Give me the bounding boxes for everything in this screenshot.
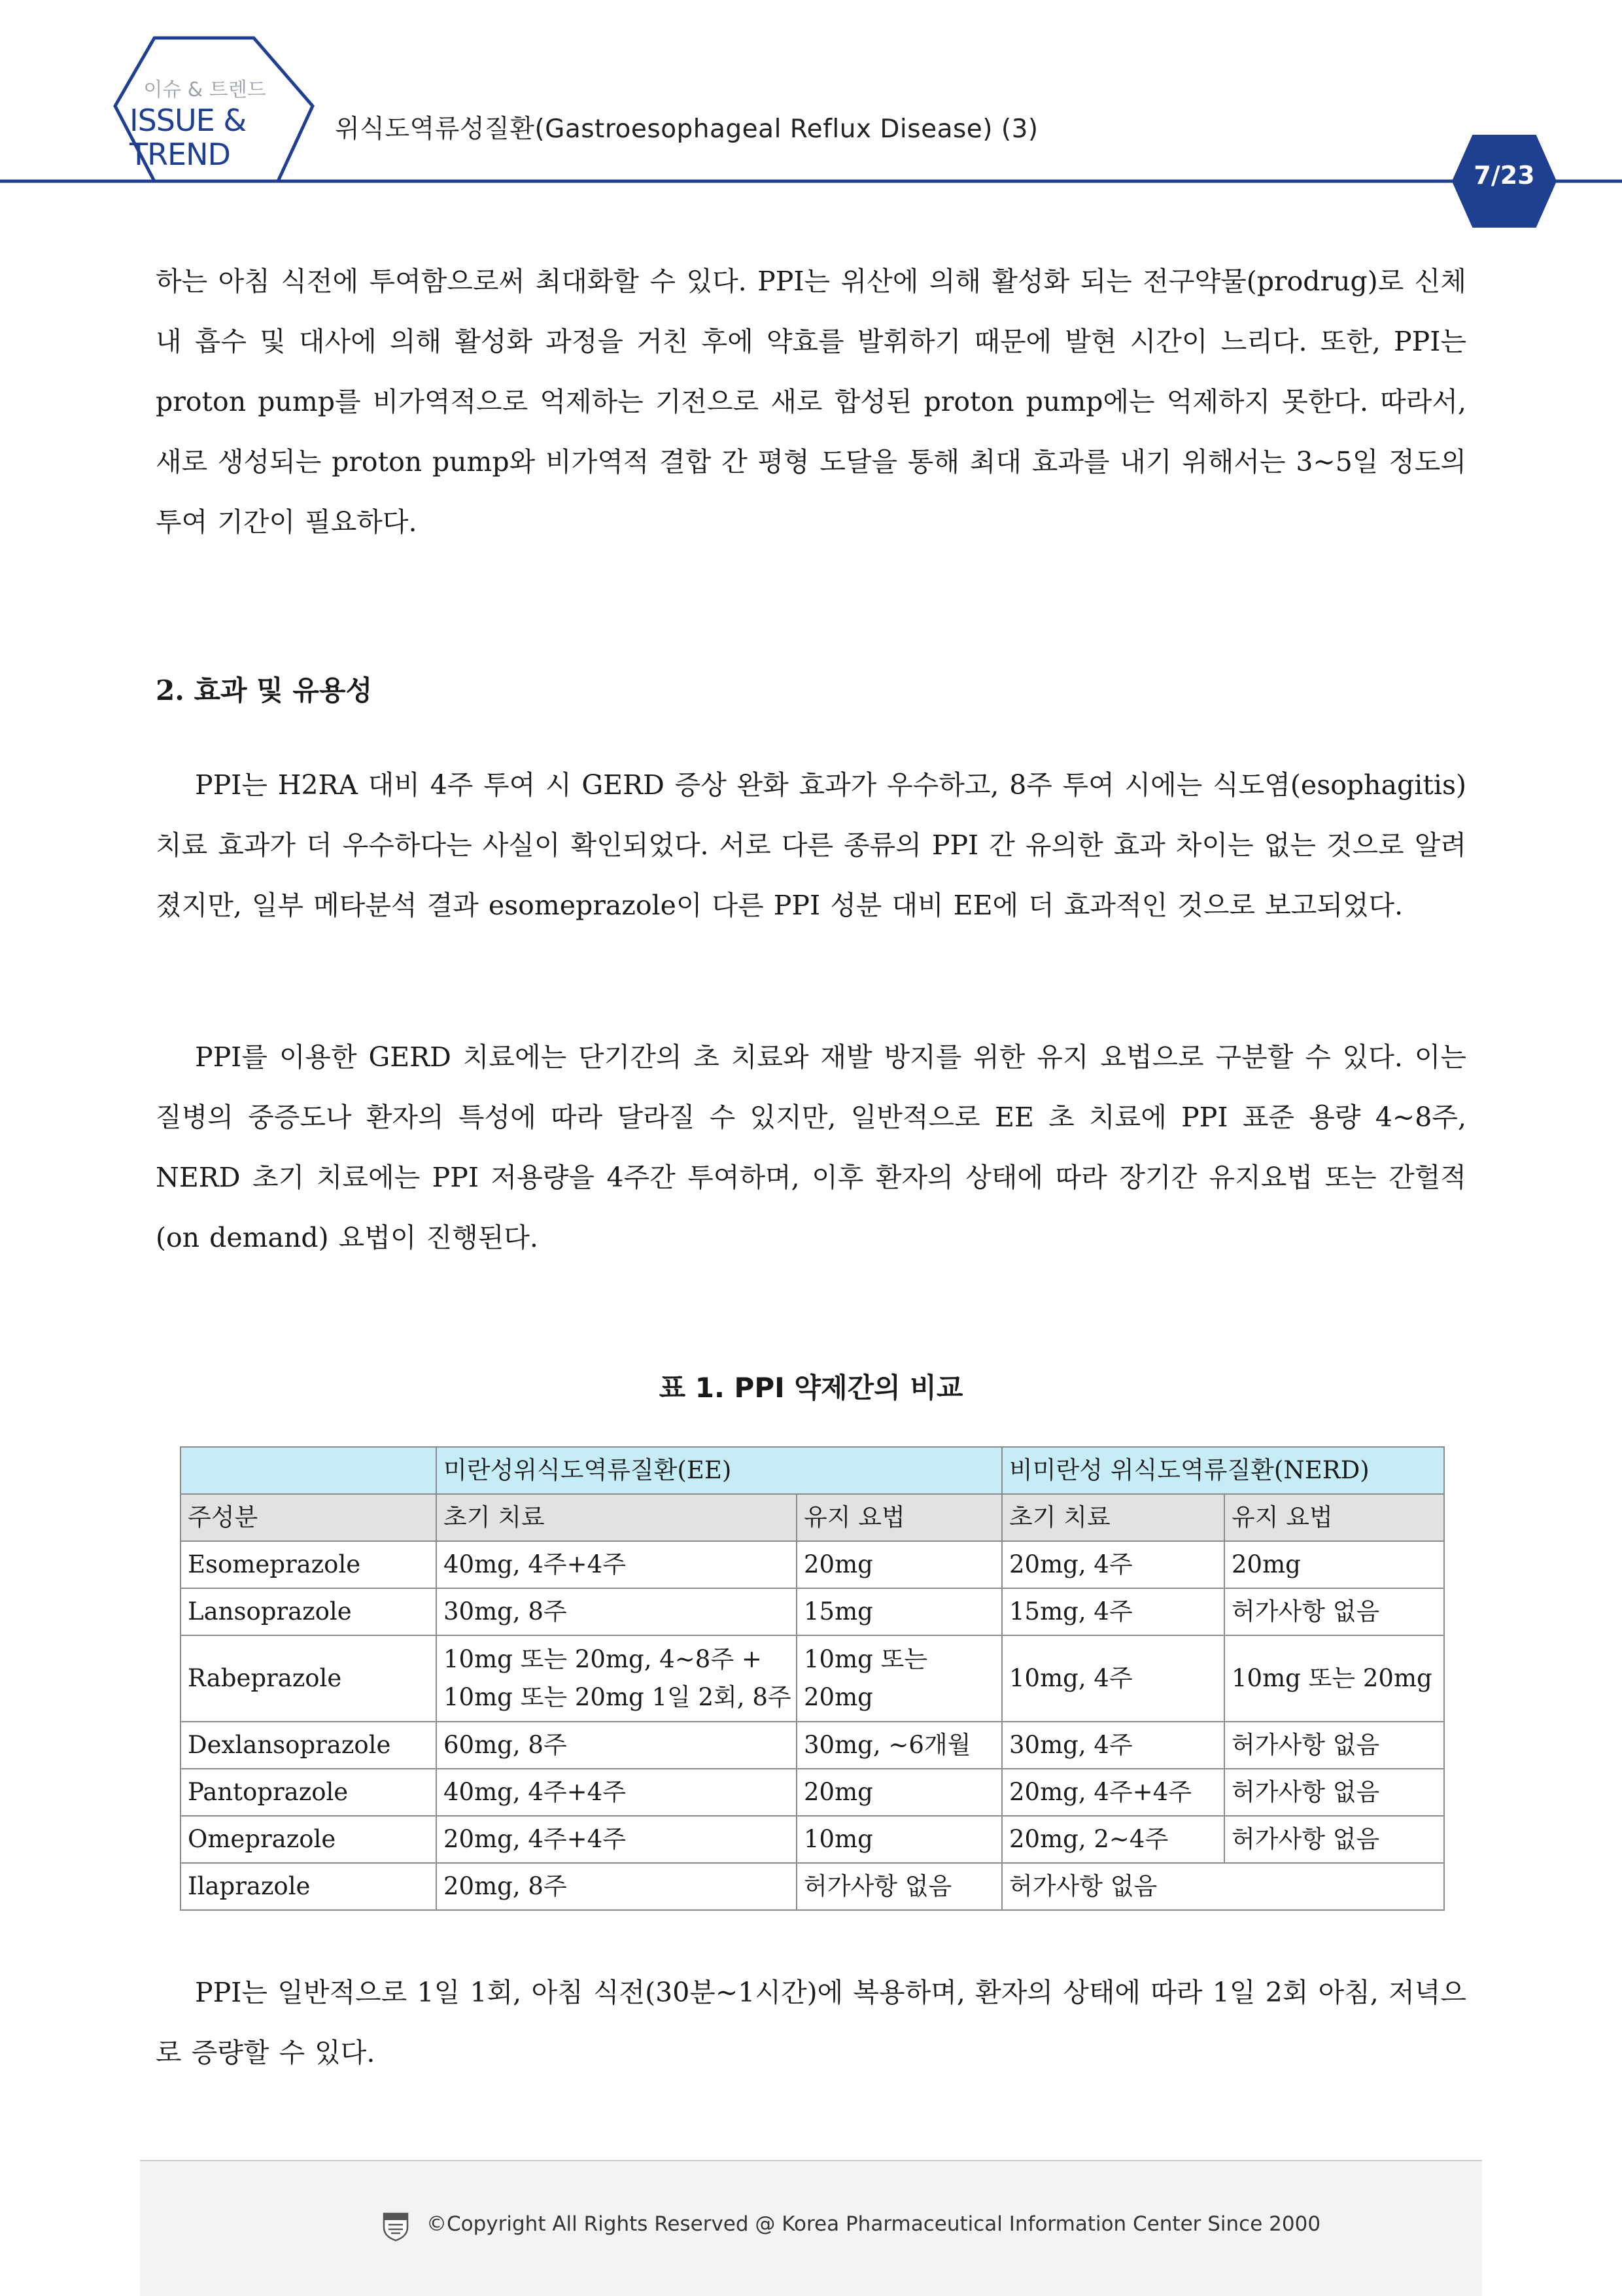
ee-maint-line1: 10mg 또는 — [804, 1645, 928, 1673]
drug-name: Pantoprazole — [181, 1769, 436, 1816]
nerd-initial: 허가사항 없음 — [1002, 1863, 1444, 1910]
ee-maint: 20mg — [797, 1769, 1002, 1816]
table-row — [181, 1722, 1444, 1769]
nerd-maint: 20mg — [1224, 1541, 1444, 1588]
table-caption: 표 1. PPI 약제간의 비교 — [659, 1372, 963, 1404]
nerd-maint: 10mg 또는 20mg — [1224, 1635, 1444, 1722]
page-number: 7/23 — [1474, 161, 1535, 190]
efficacy-paragraph: PPI는 H2RA 대비 4주 투여 시 GERD 증상 완화 효과가 우수하고, 8주 투여 시에는 식도염(esophagitis) 치료 효과가 더 우수하다는 사실이 확인되었다. 서로 다른 종류의 PPI 간 유의한 효과 차이는 없는 것으로 알려졌지만, 일부 메타분석 결과 esomeprazole이 다른 PPI 성분 대비 EE에 더 효과적인 것으로 보고되었다. — [156, 769, 1466, 921]
drug-name: Lansoprazole — [181, 1588, 436, 1635]
table-col-ee-maint: 유지 요법 — [797, 1494, 1002, 1541]
badge-title-line2: TREND — [129, 137, 230, 172]
ee-initial — [436, 1635, 797, 1722]
nerd-initial: 30mg, 4주 — [1002, 1722, 1224, 1769]
table-group-ee: 미란성위식도역류질환(EE) — [436, 1447, 1002, 1494]
treatment-paragraph: PPI를 이용한 GERD 치료에는 단기간의 초 치료와 재발 방지를 위한 유지 요법으로 구분할 수 있다. 이는 질병의 중증도나 환자의 특성에 따라 달라질 수 있지만, 일반적으로 EE 초 치료에 PPI 표준 용량 4~8주, NERD 초기 치료에는 PPI 저용량을 4주간 투여하며, 이후 환자의 상태에 따라 장기간 유지요법 또는 간헐적(on demand) 요법이 진행된다. — [156, 1041, 1466, 1253]
ee-initial: 20mg, 8주 — [436, 1863, 797, 1910]
document-title: 위식도역류성질환(Gastroesophageal Reflux Disease) (3) — [335, 114, 1039, 144]
nerd-maint: 허가사항 없음 — [1224, 1588, 1444, 1635]
table-col-nerd-maint: 유지 요법 — [1224, 1494, 1444, 1541]
ee-initial: 40mg, 4주+4주 — [436, 1541, 797, 1588]
drug-name: Esomeprazole — [181, 1541, 436, 1588]
footer-copyright: ©Copyright All Rights Reserved @ Korea Pharmaceutical Information Center Since 2000 — [426, 2212, 1321, 2236]
ee-maint — [797, 1635, 1002, 1722]
ee-initial: 40mg, 4주+4주 — [436, 1769, 797, 1816]
table-row — [181, 1588, 1444, 1635]
section-heading: 2. 효과 및 유용성 — [156, 674, 373, 706]
nerd-initial: 10mg, 4주 — [1002, 1635, 1224, 1722]
ee-maint: 30mg, ~6개월 — [797, 1722, 1002, 1769]
ee-initial: 60mg, 8주 — [436, 1722, 797, 1769]
ee-maint: 15mg — [797, 1588, 1002, 1635]
table-col-drug: 주성분 — [181, 1494, 436, 1541]
nerd-initial: 20mg, 2~4주 — [1002, 1816, 1224, 1863]
intro-paragraph: 하는 아침 식전에 투여함으로써 최대화할 수 있다. PPI는 위산에 의해 활성화 되는 전구약물(prodrug)로 신체 내 흡수 및 대사에 의해 활성화 과정을 거친 후에 약효를 발휘하기 때문에 발현 시간이 느리다. 또한, PPI는 proton pump를 비가역적으로 억제하는 기전으로 새로 합성된 proton pump에는 억제하지 못한다. 따라서, 새로 생성되는 proton pump와 비가역적 결합 간 평형 도달을 통해 최대 효과를 내기 위해서는 3~5일 정도의 투여 기간이 필요하다. — [156, 266, 1466, 538]
table-col-nerd-initial: 초기 치료 — [1002, 1494, 1224, 1541]
ee-maint: 10mg — [797, 1816, 1002, 1863]
ppi-comparison-table — [180, 1446, 1445, 1911]
table-row — [181, 1863, 1444, 1910]
ee-initial: 30mg, 8주 — [436, 1588, 797, 1635]
badge-title-line1: ISSUE & — [129, 103, 247, 138]
badge-title — [129, 103, 280, 171]
drug-name: Omeprazole — [181, 1816, 436, 1863]
table-row — [181, 1635, 1444, 1722]
nerd-maint: 허가사항 없음 — [1224, 1816, 1444, 1863]
nerd-maint: 허가사항 없음 — [1224, 1769, 1444, 1816]
nerd-initial: 20mg, 4주+4주 — [1002, 1769, 1224, 1816]
ee-initial-line1: 10mg 또는 20mg, 4~8주 + — [443, 1645, 762, 1673]
ee-initial-line2: 10mg 또는 20mg 1일 2회, 8주 — [443, 1683, 791, 1711]
closing-paragraph: PPI는 일반적으로 1일 1회, 아침 식전(30분~1시간)에 복용하며, 환자의 상태에 따라 1일 2회 아침, 저녁으로 증량할 수 있다. — [156, 1977, 1466, 2068]
table-row — [181, 1816, 1444, 1863]
nerd-maint: 허가사항 없음 — [1224, 1722, 1444, 1769]
drug-name: Dexlansoprazole — [181, 1722, 436, 1769]
ee-maint-line2: 20mg — [804, 1683, 873, 1711]
table-column-header-row — [181, 1494, 1444, 1541]
table-header-blank — [181, 1447, 436, 1494]
ee-maint: 20mg — [797, 1541, 1002, 1588]
drug-name: Rabeprazole — [181, 1635, 436, 1722]
nerd-initial: 20mg, 4주 — [1002, 1541, 1224, 1588]
kpic-emblem-icon — [382, 2212, 409, 2242]
badge-subtitle: 이슈 & 트렌드 — [143, 78, 266, 101]
table-row — [181, 1541, 1444, 1588]
table-group-header-row — [181, 1447, 1444, 1494]
table-group-nerd: 비미란성 위식도역류질환(NERD) — [1002, 1447, 1444, 1494]
table-col-ee-initial: 초기 치료 — [436, 1494, 797, 1541]
ee-initial: 20mg, 4주+4주 — [436, 1816, 797, 1863]
table-row — [181, 1769, 1444, 1816]
drug-name: Ilaprazole — [181, 1863, 436, 1910]
ee-maint: 허가사항 없음 — [797, 1863, 1002, 1910]
nerd-initial: 15mg, 4주 — [1002, 1588, 1224, 1635]
